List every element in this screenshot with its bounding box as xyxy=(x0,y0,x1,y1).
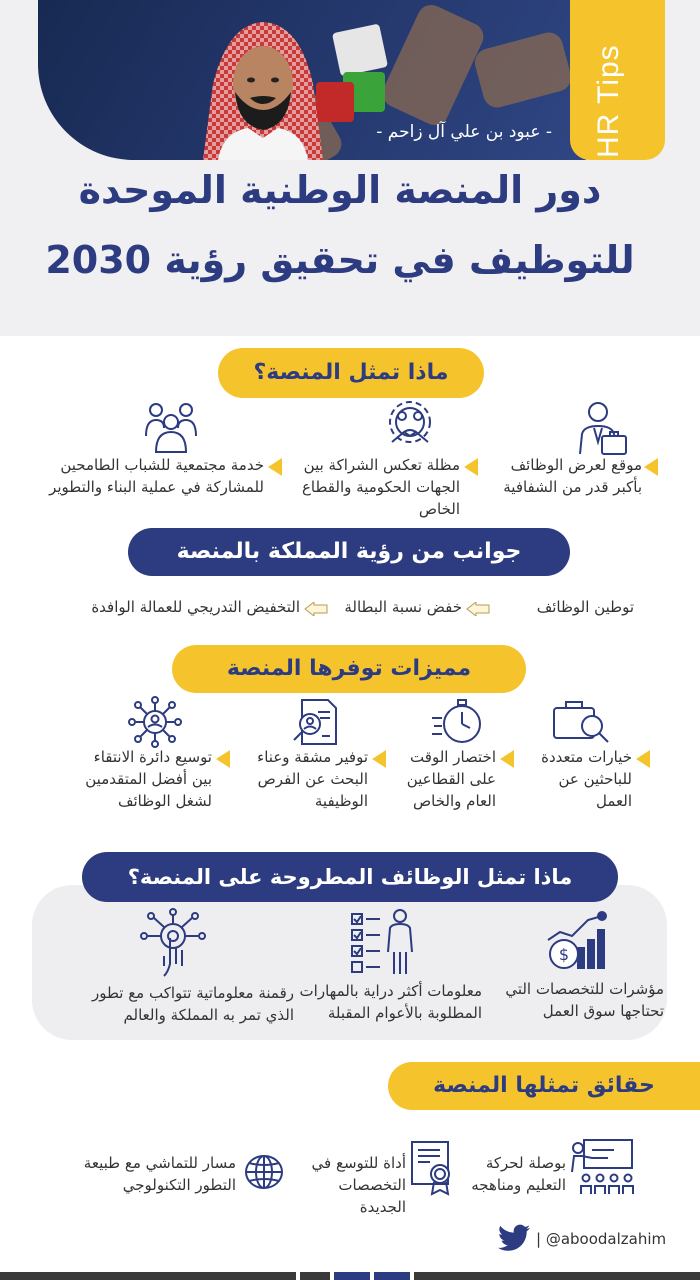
handshake-gear-icon xyxy=(382,398,438,454)
vision-item-expat-reduction: التخفيض التدريجي للعمالة الوافدة xyxy=(91,598,300,616)
bullet-arrow-icon xyxy=(372,750,386,768)
author-photo xyxy=(188,14,338,160)
digital-touch-icon xyxy=(138,908,208,978)
growth-chart-icon xyxy=(544,910,608,972)
item-text: معلومات أكثر دراية بالمهارات المطلوبة بالأعوام المقبلة xyxy=(299,982,482,1022)
author-name: - عبود بن علي آل زاحم - xyxy=(376,122,552,142)
certificate-icon xyxy=(410,1140,456,1196)
hr-tips-panel xyxy=(570,0,665,160)
section-heading-what-platform-represents: ماذا تمثل المنصة؟ xyxy=(218,348,484,398)
bullet-arrow-icon xyxy=(644,458,658,476)
twitter-handle[interactable]: | @aboodalzahim xyxy=(536,1230,667,1248)
item-text: توسيع دائرة الانتقاء بين أفضل المتقدمين لشغل الوظائف xyxy=(85,748,212,810)
bottom-strip-accent xyxy=(374,1272,410,1280)
item-text: موقع لعرض الوظائف بأكبر قدر من الشفافية xyxy=(503,456,642,496)
feature-item-widen-selection xyxy=(70,696,242,812)
facts-item-expansion-tool xyxy=(292,1138,462,1216)
vision-item-unemployment: خفض نسبة البطالة xyxy=(344,598,462,616)
page-title-line1: دور المنصة الوطنية الموحدة xyxy=(78,168,602,212)
outline-arrow-icon xyxy=(466,602,490,616)
page-title-line2: للتوظيف في تحقيق رؤية 2030 xyxy=(45,238,635,282)
platform-item-job-site xyxy=(480,398,690,498)
item-text: خدمة مجتمعية للشباب الطامحين للمشاركة في عملية البناء والتطوير xyxy=(49,456,264,496)
bottom-strip-accent xyxy=(334,1272,370,1280)
bottom-strip xyxy=(300,1272,330,1280)
feature-item-save-time xyxy=(396,696,530,812)
item-text: رقمنة معلوماتية تتواكب مع تطور الذي تمر به المملكة والعالم xyxy=(91,984,294,1024)
facts-item-education-compass xyxy=(462,1138,638,1202)
classroom-icon xyxy=(570,1138,634,1196)
businessman-briefcase-icon xyxy=(570,400,630,458)
platform-item-community-service xyxy=(40,398,290,498)
globe-icon xyxy=(242,1152,286,1192)
feature-item-multiple-options xyxy=(532,696,672,812)
section-heading-platform-features: مميزات توفرها المنصة xyxy=(172,645,526,693)
hr-tips-label: HR Tips xyxy=(592,44,625,158)
briefcase-search-icon xyxy=(552,696,610,746)
stopwatch-icon xyxy=(430,696,486,746)
twitter-bird-icon[interactable] xyxy=(498,1224,530,1252)
bullet-arrow-icon xyxy=(268,458,282,476)
people-group-icon xyxy=(142,400,200,454)
svg-text:$: $ xyxy=(558,945,570,964)
jobs-item-indicators xyxy=(486,908,664,1028)
bullet-arrow-icon xyxy=(464,458,478,476)
bullet-arrow-icon xyxy=(636,750,650,768)
bullet-arrow-icon xyxy=(500,750,514,768)
section-heading-vision-aspects: جوانب من رؤية المملكة بالمنصة xyxy=(128,528,570,576)
bullet-arrow-icon xyxy=(216,750,230,768)
vision-item-localization: توطين الوظائف xyxy=(536,598,634,616)
item-text: مسار للتماشي مع طبيعة التطور التكنولوجي xyxy=(83,1154,236,1194)
vision-aspects-row xyxy=(60,596,640,624)
facts-item-tech-path xyxy=(74,1138,292,1202)
section-heading-facts: حقائق تمثلها المنصة xyxy=(388,1062,700,1110)
item-text: توفير مشقة وعناء البحث عن الفرص الوظيفية xyxy=(257,748,368,810)
item-text: بوصلة لحركة التعليم ومناهجه xyxy=(471,1154,566,1194)
jobs-item-skills-info xyxy=(284,908,482,1028)
footer xyxy=(490,1222,690,1256)
item-text: مظلة تعكس الشراكة بين الجهات الحكومية والقطاع الخاص xyxy=(301,456,460,518)
item-text: أداة للتوسع في التخصصات الجديدة xyxy=(311,1154,406,1216)
outline-arrow-icon xyxy=(304,602,328,616)
jobs-item-digitization xyxy=(48,908,294,1028)
bottom-strip xyxy=(0,1272,296,1280)
platform-item-partnership xyxy=(274,398,502,518)
document-search-icon xyxy=(292,698,342,746)
checklist-person-icon xyxy=(350,908,420,976)
header-area xyxy=(0,0,700,336)
network-user-icon xyxy=(128,696,182,748)
bottom-strip xyxy=(414,1272,700,1280)
item-text: اختصار الوقت على القطاعين العام والخاص xyxy=(406,748,496,810)
item-text: مؤشرات للتخصصات التي تحتاجها سوق العمل xyxy=(505,980,664,1020)
feature-item-reduce-effort xyxy=(238,696,400,812)
item-text: خيارات متعددة للباحثين عن العمل xyxy=(541,748,632,810)
section-heading-jobs-represent: ماذا تمثل الوظائف المطروحة على المنصة؟ xyxy=(82,852,618,902)
